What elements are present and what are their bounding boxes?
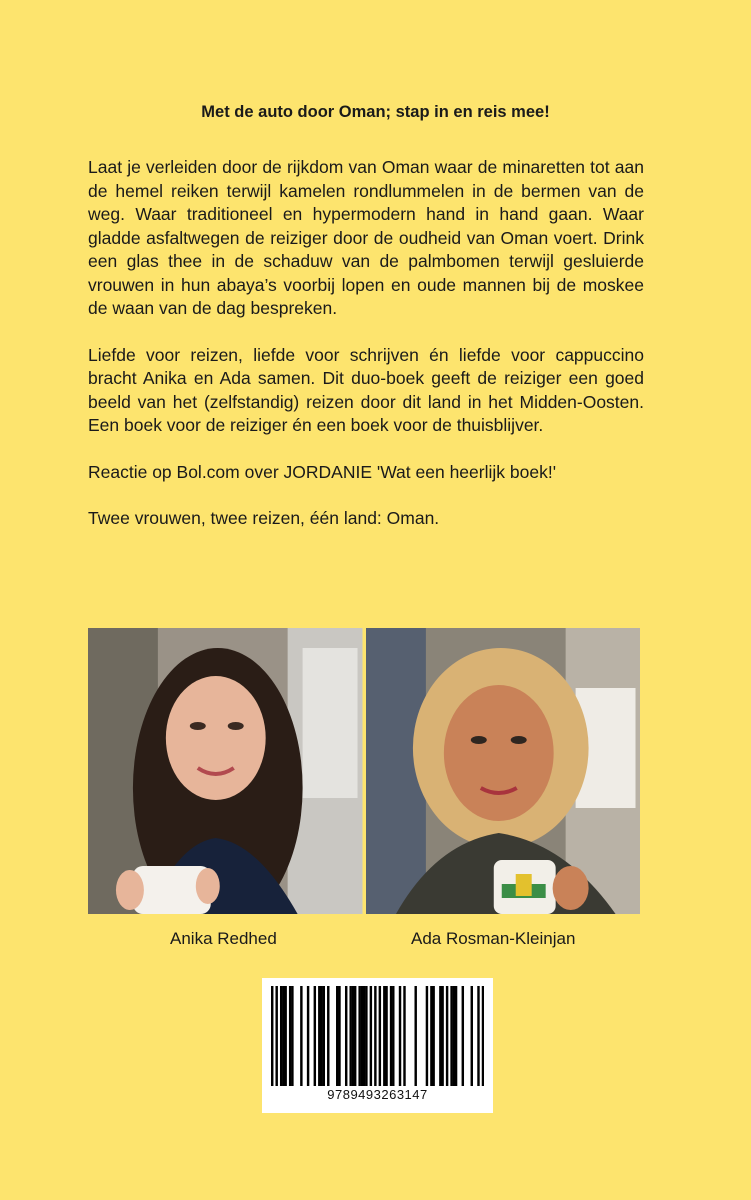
- author-photo-anika: [88, 628, 363, 914]
- barcode-bar: [282, 986, 284, 1086]
- barcode-bar: [370, 986, 372, 1086]
- barcode-bar: [365, 986, 367, 1086]
- barcode-bar: [471, 986, 473, 1086]
- barcode-bar: [320, 986, 322, 1086]
- isbn-barcode: [262, 978, 493, 1113]
- barcode-bar: [430, 986, 432, 1086]
- barcode-bar: [426, 986, 428, 1086]
- barcode-bar: [349, 986, 351, 1086]
- blurb: [88, 156, 644, 554]
- author-photos: [88, 628, 640, 914]
- barcode-bar: [379, 986, 381, 1086]
- barcode-bar: [477, 986, 479, 1086]
- barcode-bar: [280, 986, 282, 1086]
- barcode-bar: [482, 986, 484, 1086]
- blurb-paragraph-2: Liefde voor reizen, liefde voor schrijven én liefde voor cappuccino bracht Anika en Ada samen. Dit duo-boek geeft de reiziger een goed beeld van het (zelfstandig) reizen door dit land in het Midden-Oosten. Een boek voor de reiziger én een boek voor de thuisblijver.: [88, 344, 644, 435]
- barcode-bar: [345, 986, 347, 1086]
- barcode-bar: [291, 986, 293, 1086]
- barcode-bar: [289, 986, 291, 1086]
- barcode-bar: [300, 986, 302, 1086]
- barcode-bar: [446, 986, 448, 1086]
- barcode-bar: [455, 986, 457, 1086]
- barcode-bar: [284, 986, 286, 1086]
- barcode-bar: [385, 986, 387, 1086]
- barcode-bar: [432, 986, 434, 1086]
- barcode-bar: [403, 986, 405, 1086]
- barcode-bar: [374, 986, 376, 1086]
- barcode-bar: [314, 986, 316, 1086]
- barcode-bar: [336, 986, 338, 1086]
- author-photo-ada: [366, 628, 641, 914]
- barcode-bar: [361, 986, 363, 1086]
- barcode-bar: [439, 986, 441, 1086]
- barcode-bar: [441, 986, 443, 1086]
- barcode-bar: [414, 986, 416, 1086]
- author-name-ada: Ada Rosman-Kleinjan: [411, 929, 576, 948]
- barcode-bar: [358, 986, 360, 1086]
- barcode-bar: [271, 986, 273, 1086]
- barcode-bar: [363, 986, 365, 1086]
- barcode-bar: [323, 986, 325, 1086]
- barcode-bar: [390, 986, 392, 1086]
- author-name-anika: Anika Redhed: [170, 929, 277, 948]
- barcode-bar: [392, 986, 394, 1086]
- barcode-bar: [453, 986, 455, 1086]
- tagline: Twee vrouwen, twee reizen, één land: Oman.: [88, 508, 440, 528]
- barcode-bar: [352, 986, 354, 1086]
- barcode-bar: [275, 986, 277, 1086]
- barcode-bar: [450, 986, 452, 1086]
- barcode-bar: [462, 986, 464, 1086]
- barcode-bar: [383, 986, 385, 1086]
- barcode-bars: [271, 986, 484, 1086]
- barcode-bar: [318, 986, 320, 1086]
- review-quote: Reactie op Bol.com over JORDANIE 'Wat een heerlijk boek!': [88, 461, 557, 482]
- headline: Met de auto door Oman; stap in en reis mee!: [201, 103, 550, 121]
- isbn-number: 9789493263147: [327, 1087, 428, 1102]
- blurb-paragraph-1: Laat je verleiden door de rijkdom van Oman waar de minaretten tot aan de hemel reiken terwijl kamelen rondlummelen in de bermen van de weg. Waar traditioneel en hypermodern hand in hand gaan. Waar gladde asfaltwegen de reiziger door de oudheid van Oman voert. Drink een glas thee in de schaduw van de palmbomen terwijl gesluierde vrouwen in hun abaya’s voorbij lopen en oude mannen bij de moskee de waan van de dag bespreken.: [88, 157, 644, 318]
- barcode-bar: [354, 986, 356, 1086]
- barcode-bar: [307, 986, 309, 1086]
- barcode-bar: [338, 986, 340, 1086]
- barcode-bar: [399, 986, 401, 1086]
- barcode-bar: [327, 986, 329, 1086]
